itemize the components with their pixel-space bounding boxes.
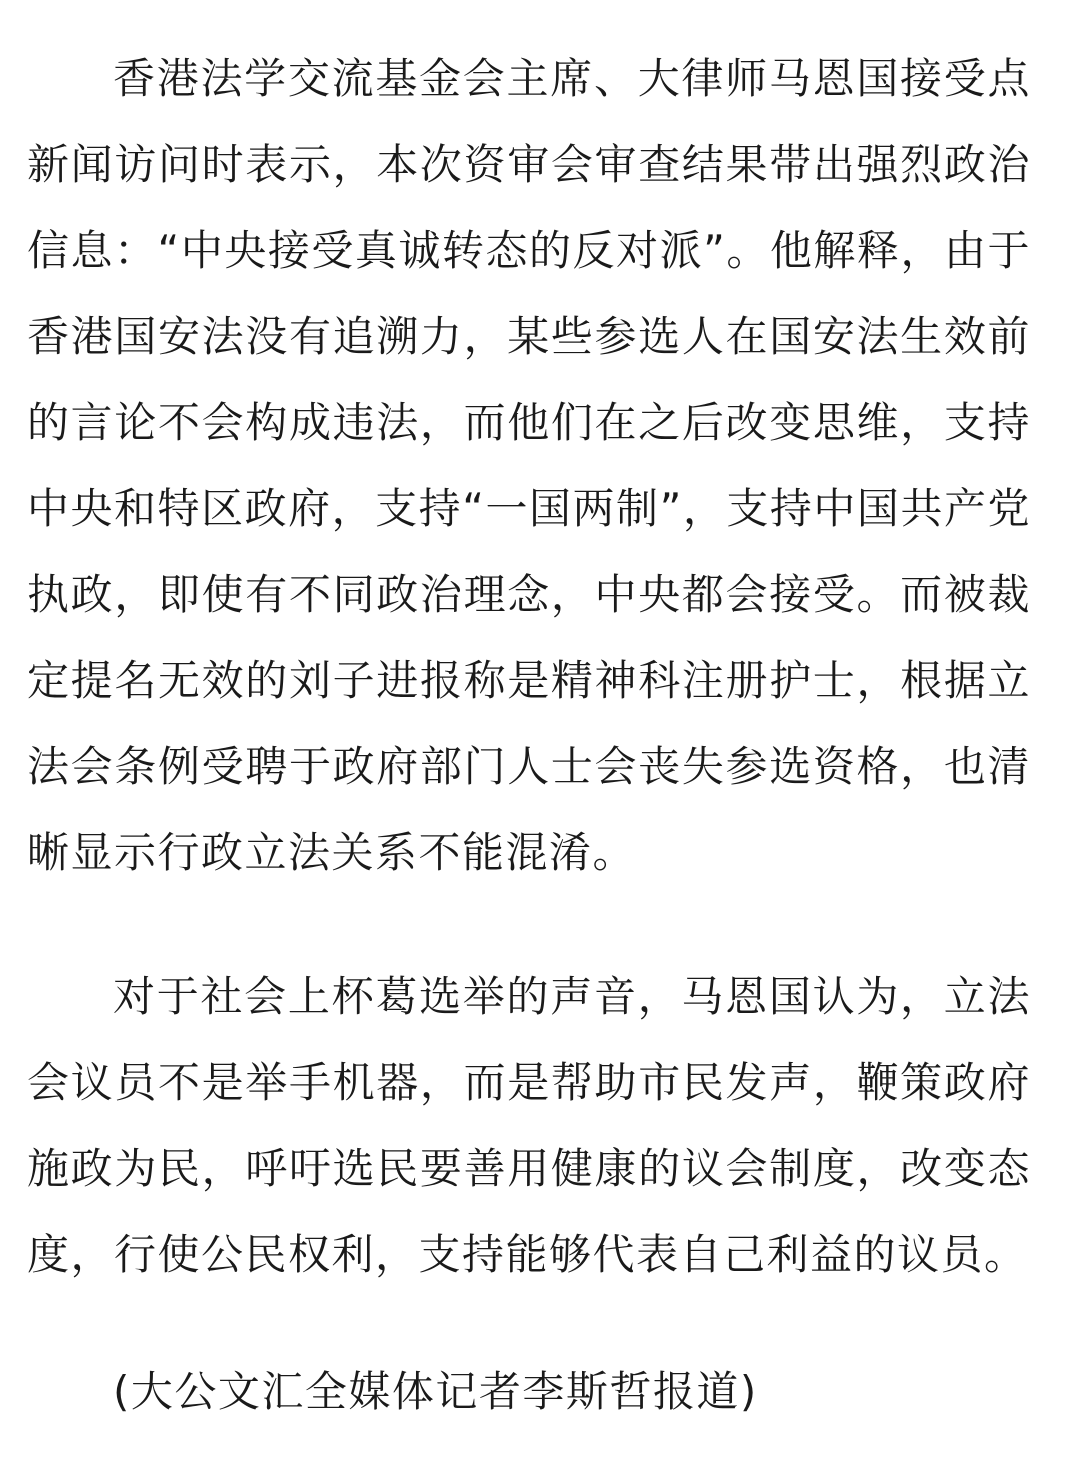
article-body	[27, 36, 1031, 1298]
reporter-byline: (大公文汇全媒体记者李斯哲报道)	[113, 1367, 758, 1416]
article-paragraph-1: 香港法学交流基金会主席、大律师马恩国接受点新闻访问时表示，本次资审会审查结果带出强烈政治信息：“中央接受真诚转态的反对派”。他解释，由于香港国安法没有追溯力，某些参选人在国安法生效前的言论不会构成违法，而他们在之后改变思维，支持中央和特区政府，支持“一国两制”，支持中国共产党执政，即使有不同政治理念，中央都会接受。而被裁定提名无效的刘子进报称是精神科注册护士，根据立法会条例受聘于政府部门人士会丧失参选资格，也清晰显示行政立法关系不能混淆。	[27, 54, 1031, 877]
article-paragraph-2: 对于社会上杯葛选举的声音，马恩国认为，立法会议员不是举手机器，而是帮助市民发声，鞭策政府施政为民，呼吁选民要善用健康的议会制度，改变态度，行使公民权利，支持能够代表自己利益的议员。	[27, 972, 1031, 1279]
